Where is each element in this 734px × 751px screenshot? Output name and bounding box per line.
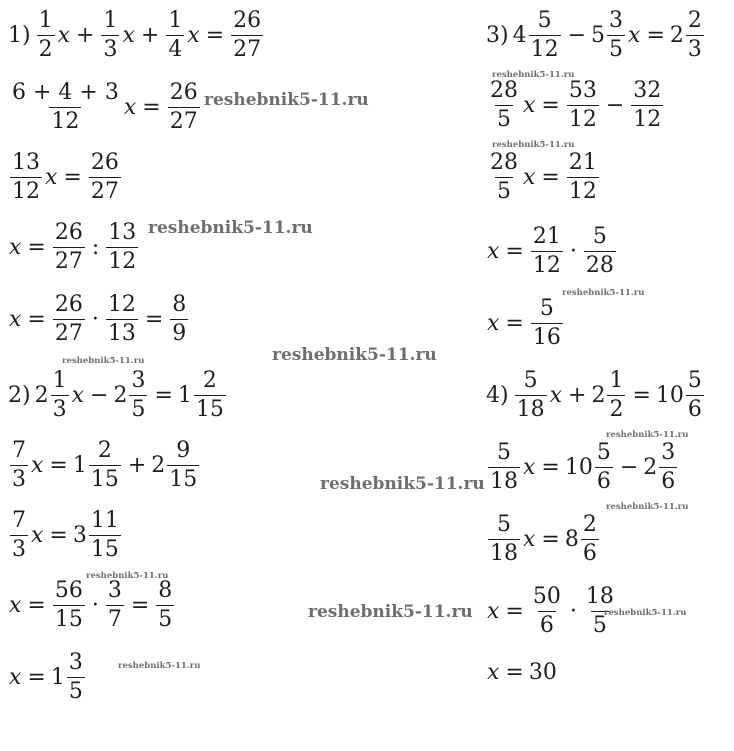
fraction: $\frac{26}{27}$ [54, 220, 83, 274]
fraction: $\frac{7}{3}$ [12, 508, 26, 562]
fraction: $\frac{21}{12}$ [532, 224, 561, 278]
fraction: $\frac{5}{18}$ [490, 440, 518, 494]
mixed-number: 1 $\frac{2}{15}$ [72, 438, 119, 492]
fraction: $\frac{1}{3}$ [103, 8, 118, 62]
watermark: reshebnik5-11.ru [118, 661, 201, 671]
problem-1-step: x = $\frac{26}{27}$ : $\frac{13}{12}$ [9, 220, 137, 274]
fraction: $\frac{26}{27}$ [169, 80, 198, 134]
fraction: $\frac{7}{3}$ [12, 438, 26, 492]
fraction: $\frac{56}{15}$ [54, 578, 83, 632]
fraction: $\frac{18}{5}$ [585, 584, 614, 638]
fraction: $\frac{26}{27}$ [233, 8, 262, 62]
problem-4-equation: 4) $\frac{5}{18}$ x + 2 $\frac{1}{2}$ = 10 $\frac{5}{6}$ [486, 370, 706, 421]
mixed-number: 2 $\frac{9}{15}$ [151, 438, 198, 492]
problem-2-step: $\frac{7}{3}$ x = 3 $\frac{11}{15}$ [8, 510, 123, 561]
problem-1-step: $\frac{6 + 4 + 3}{12}$ x = $\frac{26}{27}$ [12, 80, 198, 134]
fraction: $\frac{8}{5}$ [158, 578, 173, 632]
mixed-number: 5 $\frac{3}{5}$ [591, 8, 624, 62]
problem-1-result: x = $\frac{26}{27}$ · $\frac{12}{13}$ = $\frac{8}{9}$ [9, 292, 187, 346]
fraction: $\frac{1}{4}$ [168, 8, 183, 62]
fraction: $\frac{1}{2}$ [38, 8, 53, 62]
mixed-number: 8 $\frac{2}{6}$ [564, 512, 597, 566]
problem-1-step: $\frac{13}{12}$ x = $\frac{26}{27}$ [12, 150, 119, 204]
mixed-number: 3 $\frac{11}{15}$ [72, 508, 119, 562]
fraction: $\frac{28}{5}$ [490, 150, 518, 204]
watermark: reshebnik5-11.ru [562, 288, 645, 298]
fraction: $\frac{6 + 4 + 3}{12}$ [12, 80, 119, 134]
problem-4-step: x = $\frac{50}{6}$ · $\frac{18}{5}$ [487, 584, 614, 638]
problem-3-result: x = $\frac{5}{16}$ [487, 296, 561, 350]
fraction: $\frac{8}{9}$ [172, 292, 187, 346]
mixed-number: 1 $\frac{3}{5}$ [50, 650, 83, 704]
watermark: reshebnik5-11.ru [272, 345, 437, 365]
problem-2-result: x = 1 $\frac{3}{5}$ [8, 652, 87, 703]
fraction: $\frac{5}{18}$ [516, 368, 545, 422]
problem-2-step: $\frac{7}{3}$ x = 1 $\frac{2}{15}$ + 2 $\frac{9}{15}$ [8, 440, 201, 491]
watermark: reshebnik5-11.ru [604, 608, 687, 618]
watermark: reshebnik5-11.ru [606, 502, 689, 512]
problem-2-step: x = $\frac{56}{15}$ · $\frac{3}{7}$ = $\frac{8}{5}$ [9, 578, 173, 632]
fraction: $\frac{50}{6}$ [532, 584, 561, 638]
fraction: $\frac{5}{18}$ [490, 512, 518, 566]
watermark: reshebnik5-11.ru [492, 70, 575, 80]
mixed-number: 2 $\frac{1}{2}$ [591, 368, 624, 422]
problem-3-step: $\frac{28}{5}$ x = $\frac{53}{12}$ − $\frac{32}{12}$ [490, 78, 662, 132]
fraction: $\frac{26}{27}$ [54, 292, 83, 346]
problem-4-result: x = 30 [487, 660, 557, 685]
watermark: reshebnik5-11.ru [492, 140, 575, 150]
fraction: $\frac{13}{12}$ [108, 220, 137, 274]
watermark: reshebnik5-11.ru [308, 602, 473, 622]
mixed-number: 2 $\frac{1}{3}$ [34, 368, 67, 422]
mixed-number: 2 $\frac{2}{3}$ [669, 8, 702, 62]
problem-label: 1) [8, 22, 31, 48]
result-value: 30 [528, 660, 557, 685]
fraction: $\frac{3}{7}$ [107, 578, 122, 632]
problem-3-equation: 3) 4 $\frac{5}{12}$ − 5 $\frac{3}{5}$ x = 2 $\frac{2}{3}$ [486, 10, 706, 61]
problem-4-step: $\frac{5}{18}$ x = 8 $\frac{2}{6}$ [486, 514, 601, 565]
problem-2-equation: 2) 2 $\frac{1}{3}$ x − 2 $\frac{3}{5}$ = 1 $\frac{2}{15}$ [8, 370, 228, 421]
fraction: $\frac{53}{12}$ [568, 78, 597, 132]
fraction: $\frac{13}{12}$ [12, 150, 40, 204]
mixed-number: 2 $\frac{3}{5}$ [113, 368, 146, 422]
fraction: $\frac{21}{12}$ [568, 150, 597, 204]
problem-1-equation: 1) $\frac{1}{2}$ x + $\frac{1}{3}$ x + $\frac{1}{4}$ x = $\frac{26}{27}$ [8, 8, 262, 62]
watermark: reshebnik5-11.ru [148, 218, 313, 238]
watermark: reshebnik5-11.ru [204, 90, 369, 110]
fraction: $\frac{28}{5}$ [490, 78, 518, 132]
problem-3-step: $\frac{28}{5}$ x = $\frac{21}{12}$ [490, 150, 597, 204]
fraction: $\frac{5}{28}$ [585, 224, 614, 278]
problem-4-step: $\frac{5}{18}$ x = 10 $\frac{5}{6}$ − 2 $\frac{3}{6}$ [486, 442, 679, 493]
mixed-number: 1 $\frac{2}{15}$ [177, 368, 224, 422]
fraction: $\frac{26}{27}$ [90, 150, 119, 204]
mixed-number: 4 $\frac{5}{12}$ [512, 8, 559, 62]
problem-label: 4) [486, 382, 509, 408]
fraction: $\frac{5}{16}$ [532, 296, 561, 350]
problem-label: 3) [486, 22, 509, 48]
fraction: $\frac{12}{13}$ [107, 292, 136, 346]
watermark: reshebnik5-11.ru [320, 474, 485, 494]
mixed-number: 10 $\frac{5}{6}$ [655, 368, 702, 422]
problem-3-step: x = $\frac{21}{12}$ · $\frac{5}{28}$ [487, 224, 614, 278]
watermark: reshebnik5-11.ru [62, 356, 145, 366]
fraction: $\frac{32}{12}$ [633, 78, 662, 132]
watermark: reshebnik5-11.ru [86, 571, 169, 581]
mixed-number: 10 $\frac{5}{6}$ [564, 440, 611, 494]
problem-label: 2) [8, 382, 31, 408]
mixed-number: 2 $\frac{3}{6}$ [643, 440, 676, 494]
watermark: reshebnik5-11.ru [606, 430, 689, 440]
